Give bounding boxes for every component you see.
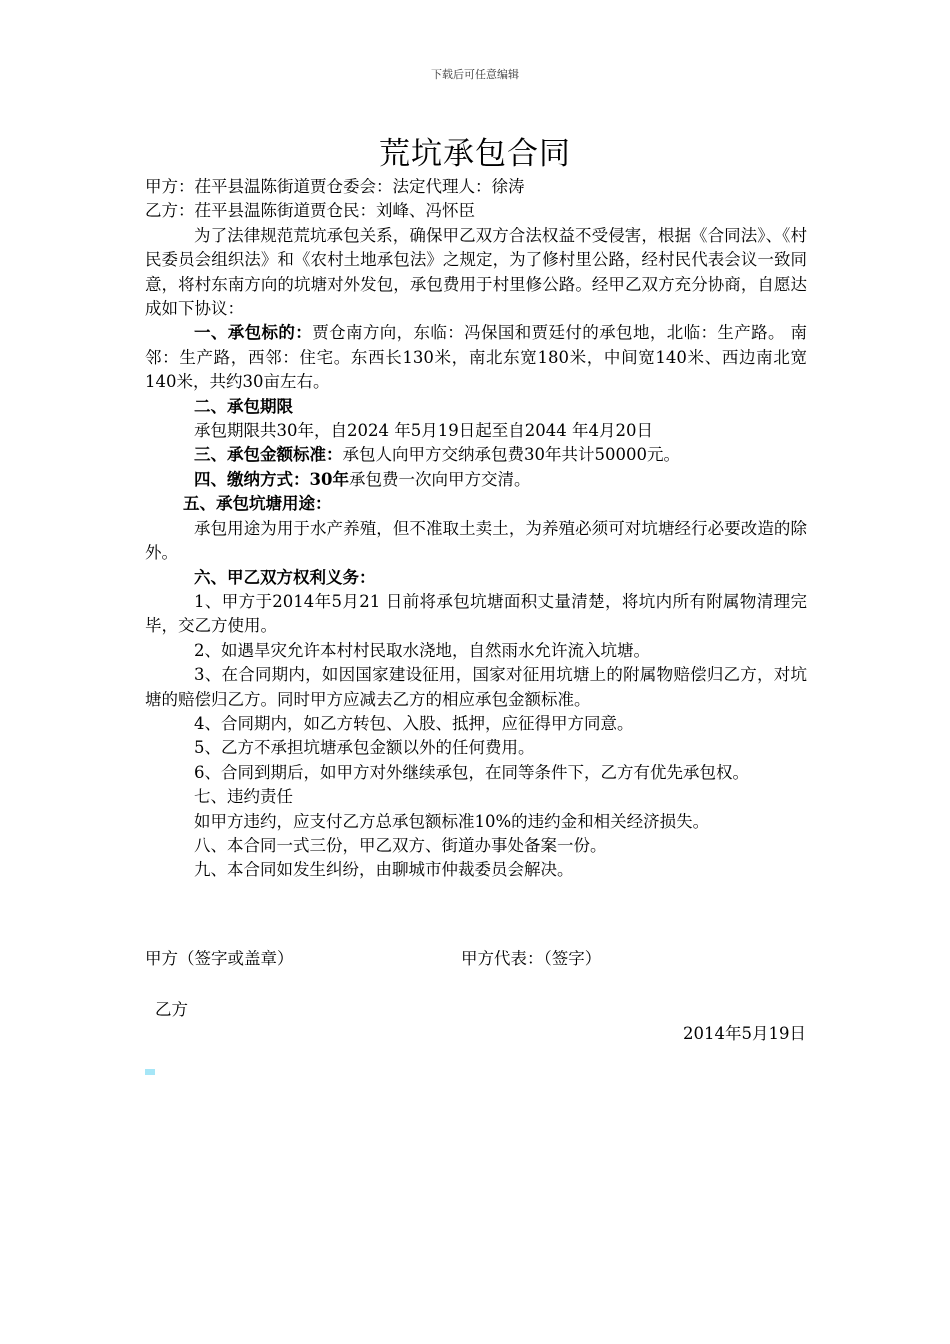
section-6-item: 4、合同期内，如乙方转包、入股、抵押，应征得甲方同意。 (194, 713, 634, 733)
section-6-item: 3、在合同期内，如因国家建设征用，国家对征用坑塘上的附属物赔偿归乙方，对坑塘的赔偿归乙方。同时甲方应减去乙方的相应承包金额标准。 (145, 665, 807, 709)
section-5-heading-text: 五、承包坑塘用途： (183, 494, 332, 514)
section-4-text: 承包费一次向甲方交清。 (348, 469, 531, 489)
party-b-line: 乙方：茌平县温陈街道贾仓民：刘峰、冯怀臣 (145, 201, 475, 221)
highlight-marker (145, 1069, 155, 1075)
signing-date: 2014年5月19日 (683, 1024, 806, 1043)
section-1-heading: 一、承包标的： (194, 323, 313, 343)
section-7-heading: 七、违约责任 (194, 787, 293, 807)
section-6-heading (145, 566, 807, 590)
section-2-heading-text: 二、承包期限 (194, 396, 293, 416)
section-1-text: 贾仓南方向，东临：冯保国和贾廷付的承包地，北临：生产路。 南邻：生产路，西邻：住宅。东西长130米，南北东宽180米，中间宽140米、西边南北宽140米，共约30亩左右。 (145, 323, 808, 392)
section-3-text: 承包人向甲方交纳承包费30年共计50000元。 (342, 445, 680, 465)
section-8: 八、本合同一式三份，甲乙双方、街道办事处备案一份。 (194, 835, 607, 855)
party-a-representative-signature: 甲方代表：（签字） (461, 949, 602, 968)
section-6-item: 1、甲方于2014年5月21 日前将承包坑塘面积丈量清楚，将坑内所有附属物清理完毕，交乙方使用。 (145, 591, 807, 636)
section-2-text: 承包期限共30年，自2024 年5月19日起至自2044 年4月20日 (194, 421, 653, 441)
section-4 (145, 468, 807, 492)
section-3-heading: 三、承包金额标准： (194, 445, 343, 465)
party-a-signature: 甲方（签字或盖章） (145, 949, 294, 968)
preamble: 为了法律规范荒坑承包关系，确保甲乙双方合法权益不受侵害，根据《合同法》、《村民委员会组织法》和《农村土地承包法》之规定，为了修村里公路，经村民代表会议一致同意，将村东南方向的坑塘对外发包，承包费用于村里修公路。经甲乙双方充分协商，自愿达成如下协议： (145, 225, 807, 319)
section-9: 九、本合同如发生纠纷，由聊城市仲裁委员会解决。 (194, 860, 574, 880)
section-6-item: 5、乙方不承担坑塘承包金额以外的任何费用。 (194, 738, 535, 758)
party-a-line: 甲方：茌平县温陈街道贾仓委会：法定代理人：徐涛 (145, 177, 525, 196)
contract-body (145, 175, 807, 883)
section-3 (145, 443, 807, 467)
section-4-heading: 四、缴纳方式：30年 (194, 469, 349, 489)
section-6-item: 6、合同到期后，如甲方对外继续承包，在同等条件下，乙方有优先承包权。 (194, 762, 749, 782)
section-2-heading (145, 395, 807, 419)
section-6-item: 2、如遇旱灾允许本村村民取水浇地，自然雨水允许流入坑塘。 (194, 640, 650, 660)
section-5-heading (145, 492, 807, 516)
header-note: 下载后可任意编辑 (431, 68, 519, 81)
section-5-text: 承包用途为用于水产养殖，但不准取土卖土，为养殖必须可对坑塘经行必要改造的除外。 (145, 518, 807, 563)
party-b-signature: 乙方 (155, 1000, 188, 1019)
section-1 (145, 321, 807, 394)
section-7-text: 如甲方违约，应支付乙方总承包额标准10%的违约金和相关经济损失。 (194, 811, 710, 831)
document-title: 荒坑承包合同 (379, 136, 571, 172)
section-6-heading-text: 六、甲乙双方权利义务： (194, 567, 376, 587)
